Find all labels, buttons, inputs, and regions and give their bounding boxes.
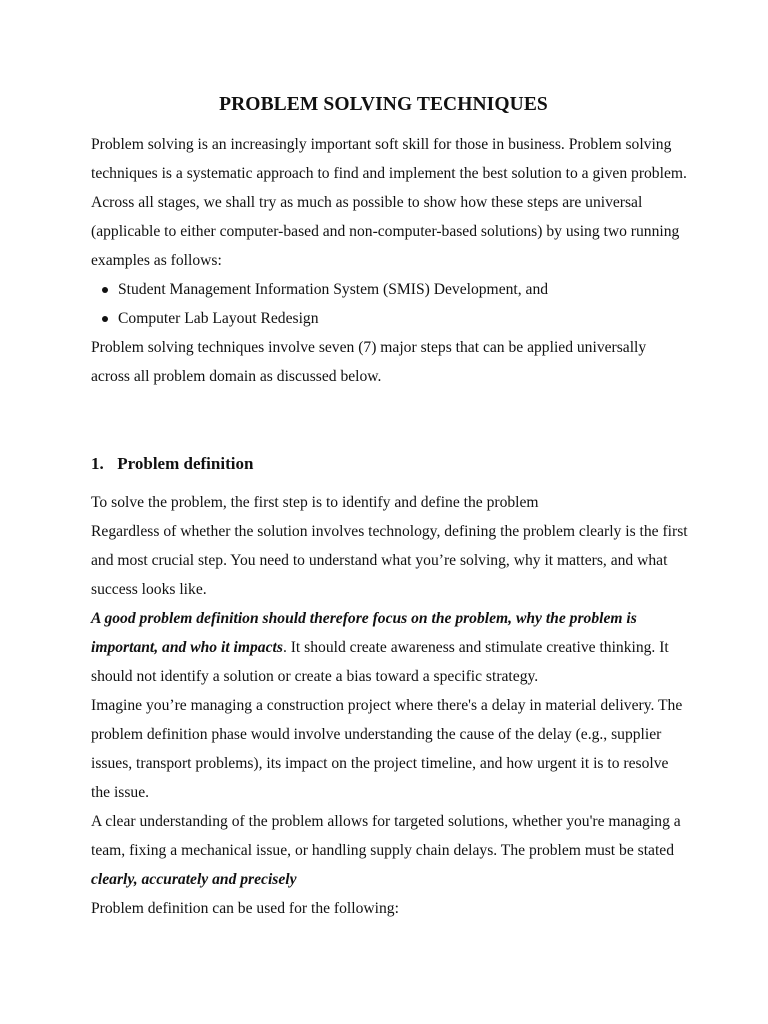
paragraph — [91, 604, 689, 691]
list-item — [91, 275, 689, 304]
section-title: Problem definition — [117, 454, 254, 473]
emphasis-text: clearly, accurately and precisely — [91, 871, 297, 888]
section-number: 1. — [91, 454, 104, 473]
list-item-text: Student Management Information System (SMIS) Development, and — [118, 281, 549, 298]
bullet-icon — [102, 287, 108, 293]
document-title: PROBLEM SOLVING TECHNIQUES — [219, 94, 548, 115]
paragraph: To solve the problem, the first step is to identify and define the problem — [91, 494, 539, 511]
steps-intro-paragraph: Problem solving techniques involve seven (7) major steps that can be applied universally across all problem domain as discussed below. — [91, 339, 647, 385]
paragraph: Problem definition can be used for the following: — [91, 900, 399, 917]
paragraph: Imagine you’re managing a construction project where there's a delay in material delivery. The problem definition phase would involve understanding the cause of the delay (e.g., supplier issues, transport problems), its impact on the project timeline, and how urgent it is to resolve the issue. — [91, 697, 683, 801]
section-heading — [91, 452, 253, 476]
paragraph: Regardless of whether the solution involves technology, defining the problem clearly is the first and most crucial step. You need to understand what you’re solving, why it matters, and what success looks like. — [91, 523, 688, 598]
list-item — [91, 304, 689, 333]
section-body — [91, 488, 689, 923]
list-item-text: Computer Lab Layout Redesign — [118, 310, 319, 327]
emphasis-text: A good problem definition should therefore focus on the problem, why the problem is important, and who it impacts — [91, 610, 637, 656]
paragraph-text: . It should create awareness and stimulate creative thinking. It should not identify a solution or create a bias toward a specific strategy. — [91, 639, 669, 685]
examples-list — [91, 275, 689, 333]
paragraph — [91, 807, 689, 894]
bullet-icon — [102, 316, 108, 322]
intro-paragraph: Across all stages, we shall try as much as possible to show how these steps are universal (applicable to either computer-based and non-computer-based solutions) by using two running examples as follows: — [91, 194, 680, 269]
intro-paragraph: Problem solving is an increasingly important soft skill for those in business. Problem solving techniques is a systematic approach to find and implement the best solution to a given problem. — [91, 136, 687, 182]
paragraph-text: A clear understanding of the problem allows for targeted solutions, whether you're managing a team, fixing a mechanical issue, or handling supply chain delays. The problem must be stated — [91, 813, 681, 859]
intro-section — [91, 130, 689, 391]
